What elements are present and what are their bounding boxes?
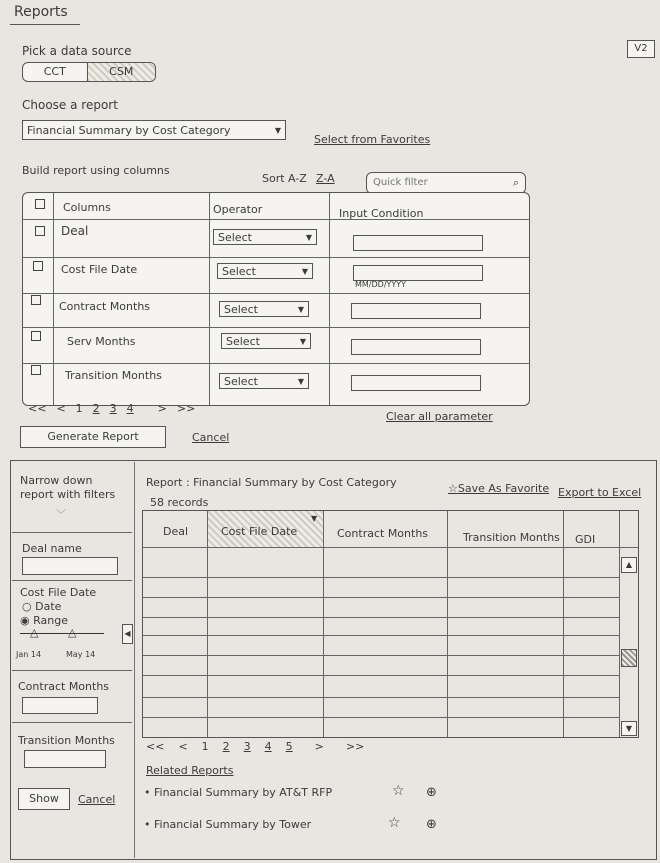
filters-cancel-link[interactable]: Cancel <box>78 793 116 806</box>
operator-select[interactable]: Select ▼ <box>221 333 311 349</box>
related-report-item[interactable]: • Financial Summary by Tower <box>144 818 312 831</box>
export-to-excel-link[interactable]: Export to Excel <box>558 486 642 499</box>
chevron-down-icon: ▼ <box>297 376 304 386</box>
row-name: Transition Months <box>65 369 162 382</box>
data-source-toggle[interactable] <box>22 62 156 82</box>
generate-report-button[interactable]: Generate Report <box>20 426 166 448</box>
chevron-down-icon: ▼ <box>301 266 308 276</box>
row-checkbox[interactable] <box>35 226 45 236</box>
deal-name-input[interactable] <box>22 557 118 575</box>
columns-builder-label: Build report using columns <box>22 164 170 177</box>
transition-months-label: Transition Months <box>18 734 115 747</box>
select-from-favorites-link[interactable]: Select from Favorites <box>314 133 431 146</box>
operator-select[interactable]: Select ▼ <box>219 301 309 317</box>
filters-title: Narrow down report with filters <box>20 474 116 501</box>
row-checkbox[interactable] <box>31 295 41 305</box>
star-icon[interactable]: ☆ <box>388 815 401 831</box>
report-label: Choose a report <box>22 98 118 112</box>
next-page[interactable]: > <box>314 740 324 753</box>
page-title: Reports <box>14 4 68 20</box>
scrollbar-thumb[interactable] <box>621 649 637 667</box>
sort-desc-icon[interactable]: ▼ <box>311 514 318 523</box>
data-source-cct[interactable]: CCT <box>43 65 66 78</box>
contract-months-input[interactable] <box>22 697 98 714</box>
row-name: Cost File Date <box>61 263 138 276</box>
show-button[interactable]: Show <box>18 788 70 810</box>
data-source-csm[interactable]: CSM <box>87 63 155 81</box>
row-name: Contract Months <box>59 300 151 313</box>
columns-pagination <box>28 402 195 415</box>
quick-filter-input[interactable] <box>367 173 505 191</box>
collapse-filters-button[interactable]: ◀ <box>122 624 133 644</box>
grid-header-contract-months[interactable]: Contract Months <box>337 527 429 540</box>
chevron-down-icon: ▼ <box>305 232 312 242</box>
report-grid <box>142 510 639 738</box>
date-hint: MM/DD/YYYY <box>355 280 407 289</box>
version-badge: V2 <box>627 40 655 58</box>
page-5[interactable]: 5 <box>285 740 293 753</box>
chevron-down-icon: ﹀ <box>56 510 66 521</box>
operator-select[interactable]: Select ▼ <box>213 229 317 245</box>
prev-page[interactable]: < <box>56 402 66 415</box>
prev-page[interactable]: < <box>178 740 188 753</box>
condition-input[interactable] <box>351 375 481 391</box>
chevron-down-icon: ▼ <box>274 125 281 135</box>
col-header-operator: Operator <box>213 203 263 216</box>
page-1[interactable]: 1 <box>75 402 83 415</box>
row-name: Deal <box>61 224 89 238</box>
open-arrow-icon[interactable]: ⊕ <box>426 785 437 800</box>
grid-header-cost-file-date[interactable]: Cost File Date <box>221 525 298 538</box>
row-checkbox[interactable] <box>33 261 43 271</box>
first-page[interactable]: << <box>146 740 165 753</box>
grid-header-transition-months[interactable]: Transition Months <box>463 531 560 544</box>
range-handle-start[interactable]: △ <box>30 626 39 639</box>
report-select[interactable] <box>22 120 286 140</box>
search-icon[interactable]: ⌕ <box>512 176 519 189</box>
sort-az[interactable]: Sort A-Z <box>262 172 307 185</box>
columns-table <box>22 192 530 406</box>
date-radio[interactable]: ○ Date <box>22 600 62 613</box>
range-start-label: Jan 14 <box>16 650 42 659</box>
page-4[interactable]: 4 <box>126 402 134 415</box>
chevron-down-icon: ▼ <box>297 304 304 314</box>
report-title: Report : Financial Summary by Cost Category <box>146 476 397 489</box>
quick-filter-box[interactable] <box>366 172 526 194</box>
condition-input[interactable] <box>353 235 483 251</box>
related-reports-title: Related Reports <box>146 764 234 777</box>
range-radio[interactable]: ◉ Range <box>20 614 68 627</box>
grid-header-deal[interactable]: Deal <box>163 525 189 538</box>
next-page[interactable]: > <box>157 402 167 415</box>
operator-select[interactable]: Select ▼ <box>219 373 309 389</box>
save-as-favorite-link[interactable]: ☆Save As Favorite <box>448 482 550 495</box>
page-3[interactable]: 3 <box>109 402 117 415</box>
operator-select[interactable]: Select ▼ <box>217 263 313 279</box>
grid-header-gdi[interactable]: GDI <box>575 533 596 546</box>
last-page[interactable]: >> <box>345 740 365 753</box>
condition-input[interactable] <box>353 265 483 281</box>
star-icon: ☆ <box>448 482 458 495</box>
col-header-columns: Columns <box>63 201 111 214</box>
page-2[interactable]: 2 <box>92 402 100 415</box>
scroll-down-button[interactable]: ▼ <box>621 721 637 736</box>
star-icon[interactable]: ☆ <box>392 783 405 799</box>
record-count: 58 records <box>150 496 209 509</box>
cost-file-date-label: Cost File Date <box>20 586 97 599</box>
condition-input[interactable] <box>351 303 481 319</box>
range-end-label: May 14 <box>66 650 96 659</box>
page-3[interactable]: 3 <box>243 740 251 753</box>
range-handle-end[interactable]: △ <box>68 626 77 639</box>
chevron-down-icon: ▼ <box>299 336 306 346</box>
row-checkbox[interactable] <box>31 365 41 375</box>
open-arrow-icon[interactable]: ⊕ <box>426 817 437 832</box>
row-name: Serv Months <box>67 335 136 348</box>
cancel-link[interactable]: Cancel <box>192 431 230 444</box>
select-all-checkbox[interactable] <box>35 199 45 209</box>
transition-months-input[interactable] <box>24 750 106 768</box>
data-source-label: Pick a data source <box>22 44 132 58</box>
sort-za[interactable]: Z-A <box>316 172 335 185</box>
condition-input[interactable] <box>351 339 481 355</box>
page-1[interactable]: 1 <box>201 740 209 753</box>
scroll-up-button[interactable]: ▲ <box>621 557 637 573</box>
last-page[interactable]: >> <box>176 402 196 415</box>
page-2[interactable]: 2 <box>222 740 230 753</box>
related-report-item[interactable]: • Financial Summary by AT&T RFP <box>144 786 333 799</box>
report-pagination <box>146 740 364 753</box>
row-checkbox[interactable] <box>31 331 41 341</box>
report-select-value: Financial Summary by Cost Category <box>27 123 231 137</box>
col-header-input: Input Condition <box>339 207 424 220</box>
clear-all-parameter-link[interactable]: Clear all parameter <box>386 410 493 423</box>
page-4[interactable]: 4 <box>264 740 272 753</box>
deal-name-label: Deal name <box>22 542 82 555</box>
contract-months-label: Contract Months <box>18 680 110 693</box>
first-page[interactable]: << <box>28 402 47 415</box>
